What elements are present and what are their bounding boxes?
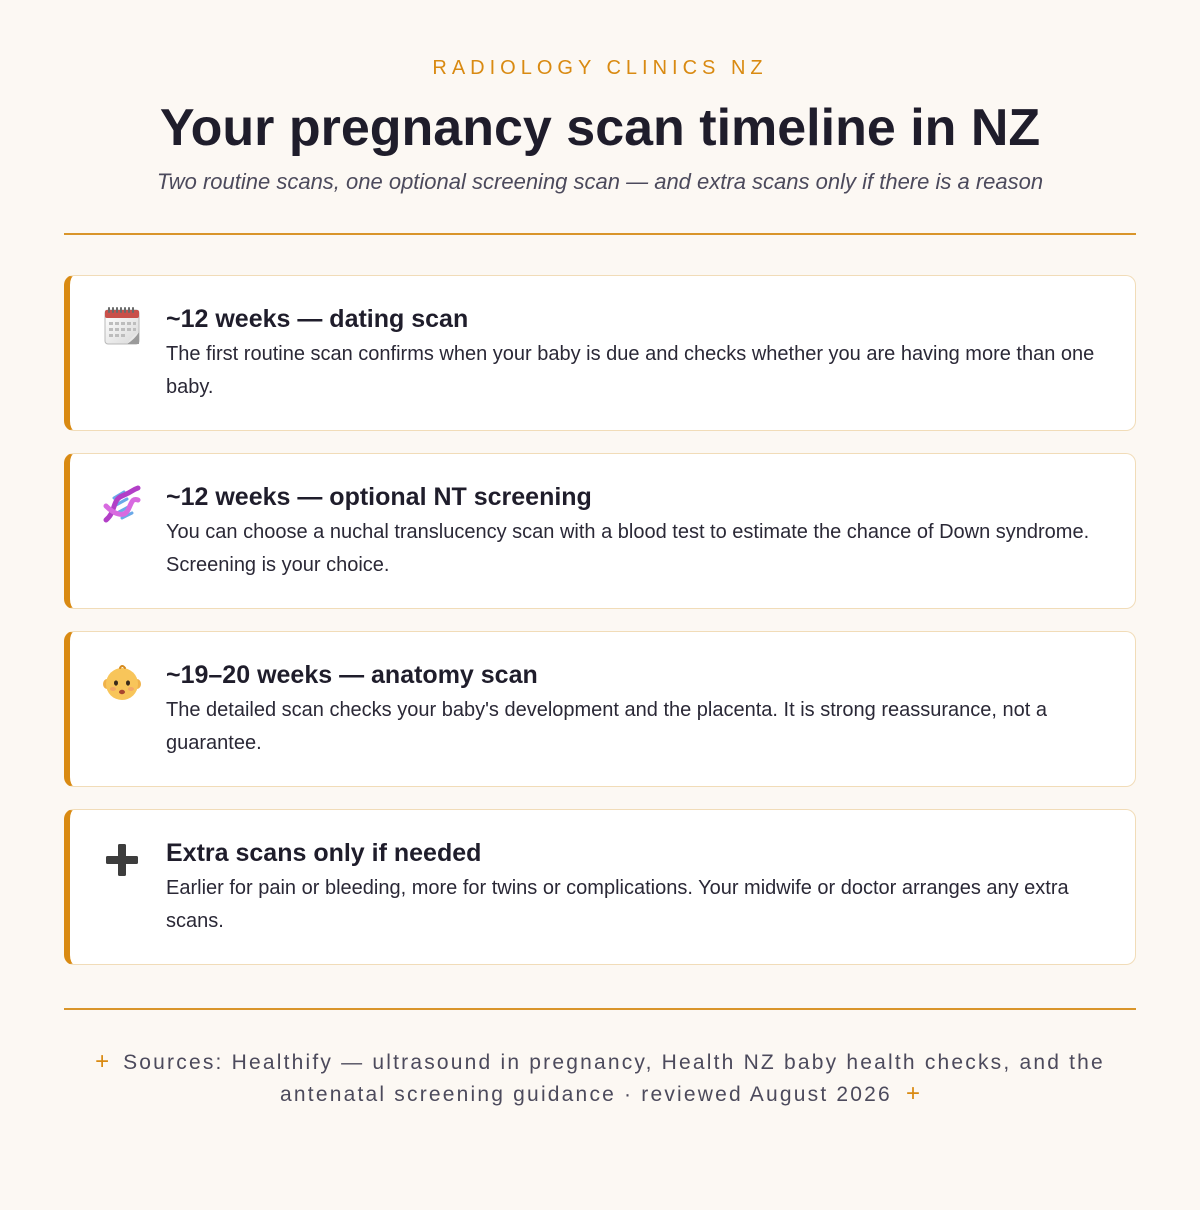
card-description: You can choose a nuchal translucency scan with a blood test to estimate the chance of Down syndrome. Screening is your choice. [166, 521, 1090, 576]
plus-icon [100, 838, 144, 882]
sources-text: Sources: Healthify — ultrasound in pregnancy, Health NZ baby health checks, and the antenatal screening guidance · reviewed August 2026 [123, 1051, 1105, 1106]
card-heading: ~12 weeks — dating scan [166, 305, 469, 333]
calendar-icon [100, 304, 144, 348]
bottom-divider [64, 1008, 1136, 1010]
brand-label: RADIOLOGY CLINICS NZ [432, 57, 768, 79]
card-heading: ~19–20 weeks — anatomy scan [166, 661, 538, 689]
sources-footer [64, 1046, 1136, 1110]
timeline-list [64, 275, 1136, 965]
card-description: The first routine scan confirms when your baby is due and checks whether you are having more than one baby. [166, 343, 1095, 398]
timeline-card-nt-screening [64, 453, 1136, 609]
card-heading: ~12 weeks — optional NT screening [166, 483, 592, 511]
timeline-card-anatomy-scan [64, 631, 1136, 787]
card-description: The detailed scan checks your baby's development and the placenta. It is strong reassurance, not a guarantee. [166, 699, 1048, 754]
top-divider [64, 233, 1136, 235]
infographic-page [64, 0, 1136, 1110]
plus-ornament-icon: + [905, 1080, 920, 1107]
card-description: Earlier for pain or bleeding, more for twins or complications. Your midwife or doctor arranges any extra scans. [166, 877, 1069, 932]
page-title: Your pregnancy scan timeline in NZ [159, 99, 1041, 157]
page-subtitle: Two routine scans, one optional screening scan — and extra scans only if there is a reason [156, 169, 1044, 194]
timeline-card-dating-scan [64, 275, 1136, 431]
plus-ornament-icon: + [95, 1048, 110, 1075]
baby-icon [100, 660, 144, 704]
dna-icon [100, 482, 144, 526]
timeline-card-extra-scans [64, 809, 1136, 965]
card-heading: Extra scans only if needed [166, 839, 482, 867]
